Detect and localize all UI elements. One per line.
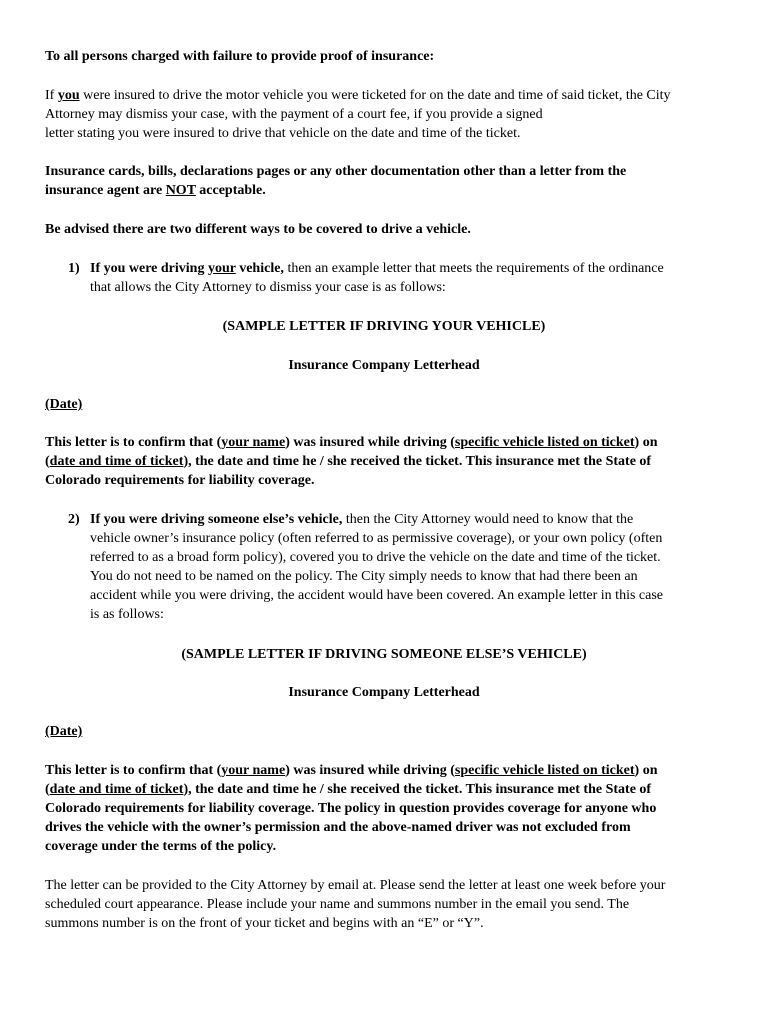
document-heading: To all persons charged with failure to provide proof of insurance: (45, 49, 435, 64)
document-page: To all persons charged with failure to provide proof of insurance: If you were insured to drive the motor vehicle you were ticketed for on the date and time of said ticket, the City Attorney may dismiss your case, with the payment of a court fee, if you provide a signed letter stating you were insured to drive that vehicle on the date and time of the ticket. Insurance cards, bills, declarations pages or any other documentation other than a letter from the insurance agent are NOT acceptable. Be advised there are two different ways to be covered to drive a vehicle. 1) If you were driving your vehicle, then an example letter that meets the requirements of the ordinance that allows the City Attorney to dismiss your case is as follows: (SAMPLE LETTER IF DRIVING YOUR VEHICLE) Insurance Company Letterhead (Date) This letter is to confirm that (your name) was insured while driving (specific vehicle listed on ticket) on (date and time of ticket), the date and time he / she received the ticket. This insurance met the State of Colorado requirements for liability coverage. 2) If you were driving someone else’s vehicle, then the City Attorney would need to know that the vehicle owner’s insurance policy (often referred to as permissive coverage), or your own policy (often referred to as a broad form policy), covered you to drive the vehicle on the date and time of the ticket. You do not need to be named on the policy. The City simply needs to know that had there been an accident while you were driving, the accident would have been covered. An example letter in this case is as follows: (SAMPLE LETTER IF DRIVING SOMEONE ELSE’S VEHICLE) Insurance Company Letterhead (Date) This letter is to confirm that (your name) was insured while driving (specific vehicle listed on ticket) on (date and time of ticket), the date and time he / she received the ticket. This insurance met the State of Colorado requirements for liability coverage. The policy in question provides coverage for anyone who drives the vehicle with the owner’s permission and the above-named driver was not excluded from coverage under the terms of the policy. The letter can be provided to the City Attorney by email at. Please send the letter at least one week before your scheduled court appearance. Please include your name and summons number in the email you send. The summons number is on the front of your ticket and begins with an “E” or “Y”. (0, 0, 768, 1024)
emphasis-your: your (207, 261, 236, 276)
list-number: 2) (68, 512, 80, 527)
placeholder-date-time: date and time of ticket (49, 782, 184, 797)
sample-letter-2-body: This letter is to confirm that (your name) was insured while driving (specific vehicle listed on ticket) on (date and time of ticket), the date and time he / she received the ticket. This insurance met the State of Colorado requirements for liability coverage. The policy in question provides coverage for anyone who drives the vehicle with the owner’s permission and the above-named driver was not excluded from coverage under the terms of the policy. (45, 763, 658, 854)
emphasis-not: NOT (165, 183, 196, 198)
closing-paragraph: The letter can be provided to the City Attorney by email at. Please send the letter at least one week before your scheduled court appearance. Please include your name and summons number in the email you send. The summons number is on the front of your ticket and begins with an “E” or “Y”. (45, 878, 666, 931)
intro-line-3: letter stating you were insured to drive that vehicle on the date and time of the ticket. (45, 126, 521, 141)
sample-letter-1-title: (SAMPLE LETTER IF DRIVING YOUR VEHICLE) (222, 319, 546, 334)
emphasis-you: you (57, 88, 80, 103)
sample-letter-1-letterhead: Insurance Company Letterhead (288, 358, 480, 373)
sample-letter-2-letterhead: Insurance Company Letterhead (288, 685, 480, 700)
intro-line-2: Attorney may dismiss your case, with the payment of a court fee, if you provide a signed (45, 107, 543, 122)
list-number: 1) (68, 261, 80, 276)
not-acceptable-paragraph: Insurance cards, bills, declarations pages or any other documentation other than a letter from the insurance agent are NOT acceptable. (45, 164, 627, 198)
advised-paragraph: Be advised there are two different ways to be covered to drive a vehicle. (45, 222, 471, 237)
placeholder-date-time: date and time of ticket (49, 454, 184, 469)
sample-letter-2-title: (SAMPLE LETTER IF DRIVING SOMEONE ELSE’S VEHICLE) (181, 647, 587, 662)
intro-paragraph (45, 86, 725, 143)
placeholder-vehicle: specific vehicle listed on ticket (454, 763, 635, 778)
placeholder-your-name: your name (221, 435, 286, 450)
placeholder-your-name: your name (221, 763, 286, 778)
sample-letter-1-date: (Date) (45, 397, 83, 412)
placeholder-vehicle: specific vehicle listed on ticket (454, 435, 635, 450)
intro-line-1: If you were insured to drive the motor vehicle you were ticketed for on the date and time of said ticket, the City (45, 88, 671, 103)
sample-letter-2-date: (Date) (45, 724, 83, 739)
sample-letter-1-body: This letter is to confirm that (your name) was insured while driving (specific vehicle listed on ticket) on (date and time of ticket), the date and time he / she received the ticket. This insurance met the State of Colorado requirements for liability coverage. (45, 435, 658, 488)
